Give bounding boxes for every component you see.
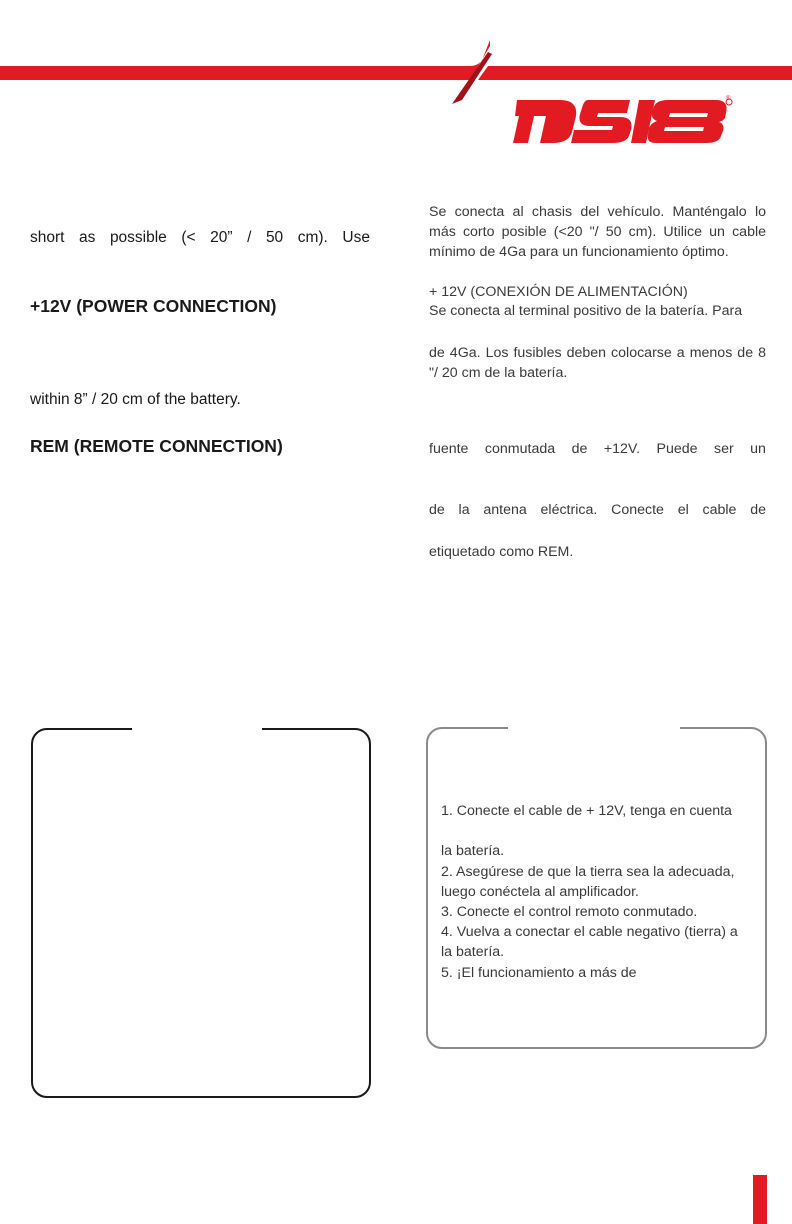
- word: Conecte: [611, 502, 664, 518]
- word: el: [677, 502, 689, 518]
- es-power-text: Se conecta al terminal positivo de la batería. Para: [429, 303, 743, 319]
- word: de: [429, 502, 445, 518]
- en-rem-heading: REM (REMOTE CONNECTION): [30, 436, 283, 456]
- es-power-fuse-text: de 4Ga. Los fusibles deben colocarse a menos de 8 "/ 20 cm de la batería.: [429, 345, 766, 381]
- word: short: [30, 229, 65, 246]
- word: Puede: [656, 441, 698, 457]
- step-line: 5. ¡El funcionamiento a más de: [441, 964, 637, 981]
- en-power-heading: +12V (POWER CONNECTION): [30, 296, 277, 316]
- step-line: 2. Asegúrese de que la tierra sea la adecuada,: [441, 863, 735, 880]
- header-right-stripe: [478, 66, 792, 80]
- es-power-heading: + 12V (CONEXIÓN DE ALIMENTACIÓN): [429, 284, 688, 300]
- word: fuente: [429, 441, 469, 457]
- en-ground-line: [30, 229, 370, 247]
- word: conmutada: [484, 441, 556, 457]
- es-steps-list: [441, 801, 757, 983]
- header-red-stripe: [0, 40, 490, 80]
- step-line: 3. Conecte el control remoto conmutado.: [441, 904, 698, 920]
- word: /: [247, 229, 252, 246]
- step-line: la batería.: [441, 843, 505, 860]
- word: as: [79, 229, 96, 246]
- word: 20”: [210, 229, 233, 246]
- es-steps-box-title-gap: [508, 723, 680, 731]
- en-steps-box-title-gap: [132, 724, 262, 732]
- registered-mark: ®: [726, 96, 731, 102]
- en-power-fuse-line: within 8” / 20 cm of the battery.: [30, 391, 241, 408]
- ds18-logo: [513, 99, 732, 143]
- word: cable: [702, 502, 737, 518]
- word: un: [750, 441, 766, 457]
- word: de: [571, 441, 588, 457]
- en-steps-box: [31, 728, 371, 1098]
- word: 50: [265, 229, 284, 246]
- step-line: 4. Vuelva a conectar el cable negativo (tierra) a: [441, 924, 738, 941]
- word: de: [750, 502, 766, 518]
- step-line: luego conéctela al amplificador.: [441, 883, 639, 900]
- step-line: 1. Conecte el cable de + 12V, tenga en cuenta: [441, 803, 732, 819]
- step-line: [441, 821, 757, 841]
- es-rem-line-1: [429, 441, 766, 457]
- word: eléctrica.: [540, 502, 598, 518]
- es-rem-line-2: [429, 502, 766, 518]
- word: +12V.: [603, 441, 641, 457]
- es-rem-line-3: etiquetado como REM.: [429, 544, 574, 560]
- word: ser: [713, 441, 734, 457]
- es-ground-text: Se conecta al chasis del vehículo. Manténgalo lo más corto posible (<20 "/ 50 cm). Utilice un cable mínimo de 4Ga para un funcionamiento óptimo.: [429, 204, 766, 260]
- header-banner: [0, 0, 792, 150]
- step-line: la batería.: [441, 944, 505, 961]
- word: la: [458, 502, 470, 518]
- word: (<: [181, 229, 196, 246]
- word: antena: [483, 502, 527, 518]
- word: cm).: [297, 229, 328, 246]
- page-edge-tab: [753, 1175, 767, 1224]
- word: Use: [342, 229, 370, 246]
- word: possible: [109, 229, 167, 246]
